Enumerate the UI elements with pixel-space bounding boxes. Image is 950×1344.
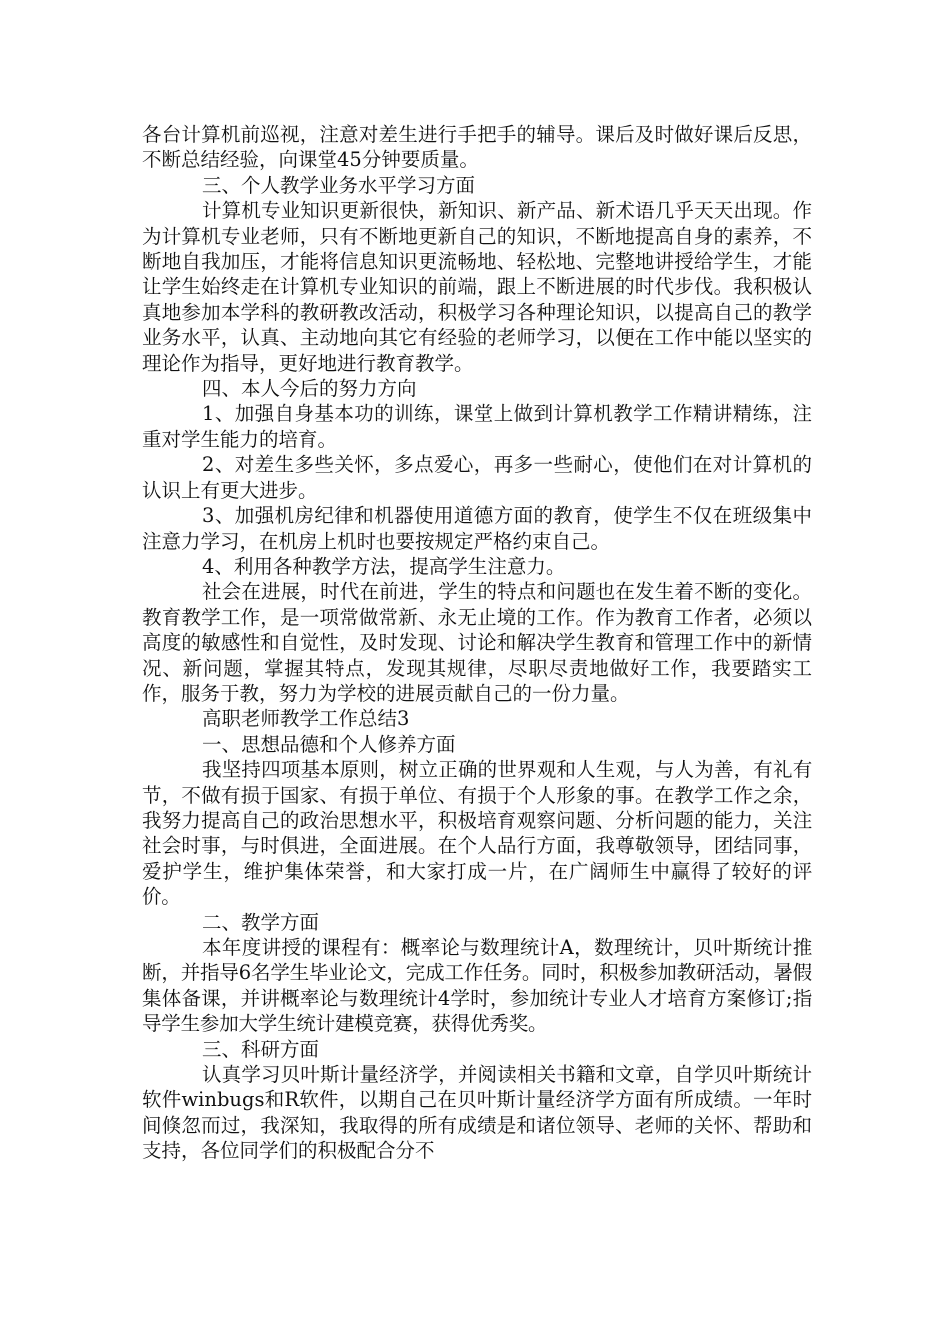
paragraph-continuation: 各台计算机前巡视，注意对差生进行手把手的辅导。课后及时做好课后反思，不断总结经验，向课堂45分钟要质量。 xyxy=(142,123,812,172)
paragraph-conclusion: 社会在进展，时代在前进，学生的特点和问题也在发生着不断的变化。教育教学工作，是一项常做常新、永无止境的工作。作为教育工作者，必须以高度的敏感性和自觉性，及时发现、讨论和解决学生教育和管理工作中的新情况、新问题，掌握其特点，发现其规律，尽职尽责地做好工作，我要踏实工作，服务于教，努力为学校的进展贡献自己的一份力量。 xyxy=(142,580,812,705)
section-heading-morality: 一、思想品德和个人修养方面 xyxy=(202,732,456,756)
document-body xyxy=(142,122,812,1164)
section-heading-teaching: 二、教学方面 xyxy=(202,910,320,934)
section-heading-research: 三、科研方面 xyxy=(202,1037,320,1061)
list-item-4: 4、利用各种教学方法，提高学生注意力。 xyxy=(202,554,566,578)
document-subtitle: 高职老师教学工作总结3 xyxy=(202,707,410,731)
section-heading-personal-study: 三、个人教学业务水平学习方面 xyxy=(202,173,476,197)
list-item-2: 2、对差生多些关怀，多点爱心，再多一些耐心，使他们在对计算机的认识上有更大进步。 xyxy=(142,453,812,502)
section-heading-future-direction: 四、本人今后的努力方向 xyxy=(202,377,417,401)
list-item-3: 3、加强机房纪律和机器使用道德方面的教育，使学生不仅在班级集中注意力学习，在机房上机时也要按规定严格约束自己。 xyxy=(142,504,812,553)
paragraph-knowledge-update: 计算机专业知识更新很快，新知识、新产品、新术语几乎天天出现。作为计算机专业老师，只有不断地更新自己的知识，不断地提高自身的素养，不断地自我加压，才能将信息知识更流畅地、轻松地、完整地讲授给学生，才能让学生始终走在计算机专业知识的前端，跟上不断进展的时代步伐。我积极认真地参加本学科的教研教改活动，积极学习各种理论知识，以提高自己的教学业务水平，认真、主动地向其它有经验的老师学习，以便在工作中能以坚实的理论作为指导，更好地进行教育教学。 xyxy=(142,199,812,375)
list-item-1: 1、加强自身基本功的训练，课堂上做到计算机教学工作精讲精练，注重对学生能力的培育。 xyxy=(142,402,812,451)
paragraph-research: 认真学习贝叶斯计量经济学，并阅读相关书籍和文章，自学贝叶斯统计软件winbugs和R软件，以期自己在贝叶斯计量经济学方面有所成绩。一年时间倏忽而过，我深知，我取得的所有成绩是和诸位领导、老师的关怀、帮助和支持，各位同学们的积极配合分不 xyxy=(142,1063,812,1163)
paragraph-teaching: 本年度讲授的课程有：概率论与数理统计A，数理统计，贝叶斯统计推断，并指导6名学生毕业论文，完成工作任务。同时，积极参加教研活动，暑假集体备课，并讲概率论与数理统计4学时，参加统计专业人才培育方案修订;指导学生参加大学生统计建模竞赛，获得优秀奖。 xyxy=(142,936,812,1036)
paragraph-morality: 我坚持四项基本原则，树立正确的世界观和人生观，与人为善，有礼有节，不做有损于国家、有损于单位、有损于个人形象的事。在教学工作之余，我努力提高自己的政治思想水平，积极培育观察问题、分析问题的能力，关注社会时事，与时俱进，全面进展。在个人品行方面，我尊敬领导，团结同事，爱护学生，维护集体荣誉，和大家打成一片，在广阔师生中赢得了较好的评价。 xyxy=(142,758,812,909)
